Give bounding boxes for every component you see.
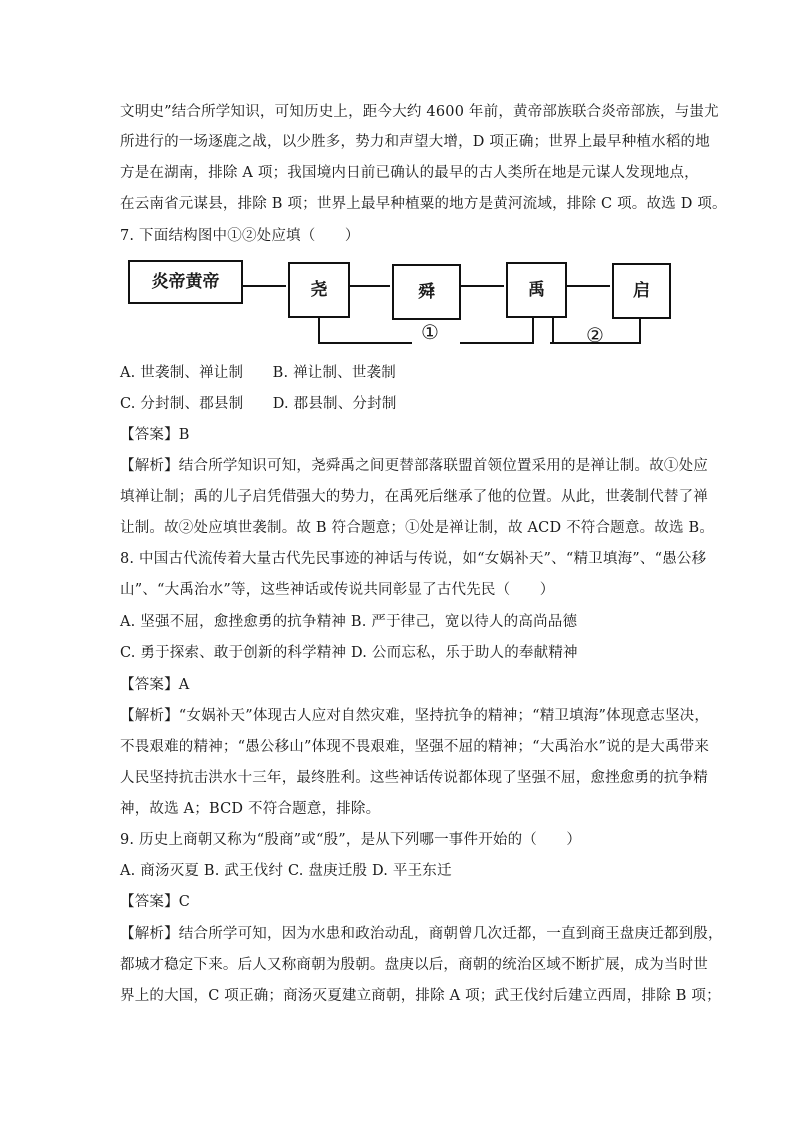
answer-label: 【答案】C [120, 894, 191, 910]
analysis-line: 填禅让制；禹的儿子启凭借强大的势力，在禹死后继承了他的位置。从此，世袭制代替了禅 [120, 489, 708, 505]
box-shun: 舜 [392, 264, 461, 320]
paragraph-line: 方是在湖南，排除 A 项；我国境内日前已确认的最早的古人类所在地是元谋人发现地点， [120, 165, 699, 181]
analysis-line: 神，故选 A；BCD 不符合题意，排除。 [120, 801, 381, 817]
paragraph-line: 文明史”结合所学知识，可知历史上，距今大约 4600 年前，黄帝部族联合炎帝部族，与蚩尤 [120, 104, 719, 120]
question-8-options-ab: A. 坚强不屈，愈挫愈勇的抗争精神 B. 严于律己，宽以待人的高尚品德 [120, 614, 578, 630]
analysis-line: 界上的大国，C 项正确；商汤灭夏建立商朝，排除 A 项；武王伐纣后建立西周，排除 B 项； [120, 988, 721, 1004]
analysis-line: 都城才稳定下来。后人又称商朝为殷朝。盘庚以后，商朝的统治区域不断扩展，成为当时世 [120, 957, 708, 973]
paragraph-line: 所进行的一场逐鹿之战，以少胜多，势力和声望大增，D 项正确；世界上最早种植水稻的地 [120, 134, 710, 150]
box-yao: 尧 [288, 262, 350, 318]
analysis-line: 【解析】结合所学知识可知，尧舜禹之间更替部落联盟首领位置采用的是禅让制。故①处应 [120, 458, 708, 474]
question-8-options-cd: C. 勇于探索、敢于创新的科学精神 D. 公而忘私，乐于助人的奉献精神 [120, 645, 578, 661]
box-yandi-huangdi: 炎帝黄帝 [128, 260, 243, 304]
question-8-stem: 山”、“大禹治水”等，这些神话或传说共同彰显了古代先民（ ） [120, 582, 555, 598]
question-7-options-ab: A. 世袭制、禅让制 B. 禅让制、世袭制 [120, 365, 396, 381]
analysis-line: 人民坚持抗击洪水十三年，最终胜利。这些神话传说都体现了坚强不屈，愈挫愈勇的抗争精 [120, 770, 708, 786]
analysis-line: 不畏艰难的精神；“愚公移山”体现不畏艰难，坚强不屈的精神；“大禹治水”说的是大禹带来 [120, 739, 710, 755]
marker-1: ① [421, 320, 439, 344]
structure-diagram [120, 255, 680, 350]
question-9-stem: 9. 历史上商朝又称为“殷商”或“殷”，是从下列哪一事件开始的（ ） [120, 832, 582, 848]
marker-2: ② [586, 323, 604, 347]
question-7-options-cd: C. 分封制、郡县制 D. 郡县制、分封制 [120, 396, 397, 412]
answer-label: 【答案】B [120, 427, 190, 443]
box-yu: 禹 [506, 262, 567, 318]
question-9-options: A. 商汤灭夏 B. 武王伐纣 C. 盘庚迁殷 D. 平王东迁 [120, 863, 452, 879]
question-8-stem: 8. 中国古代流传着大量古代先民事迹的神话与传说，如“女娲补天”、“精卫填海”、“愚公移 [120, 551, 707, 567]
answer-label: 【答案】A [120, 677, 190, 693]
question-7-stem: 7. 下面结构图中①②处应填（ ） [120, 228, 360, 244]
paragraph-line: 在云南省元谋县，排除 B 项；世界上最早种植粟的地方是黄河流域，排除 C 项。故选 D 项。 [120, 196, 727, 212]
analysis-line: 【解析】结合所学可知，因为水患和政治动乱，商朝曾几次迁都，一直到商王盘庚迁都到殷， [120, 926, 723, 942]
box-qi: 启 [612, 263, 671, 319]
analysis-line: 让制。故②处应填世袭制。故 B 符合题意；①处是禅让制，故 ACD 不符合题意。故选 B。 [120, 520, 715, 536]
analysis-line: 【解析】“女娲补天”体现古人应对自然灾难，坚持抗争的精神；“精卫填海”体现意志坚决， [120, 708, 710, 724]
